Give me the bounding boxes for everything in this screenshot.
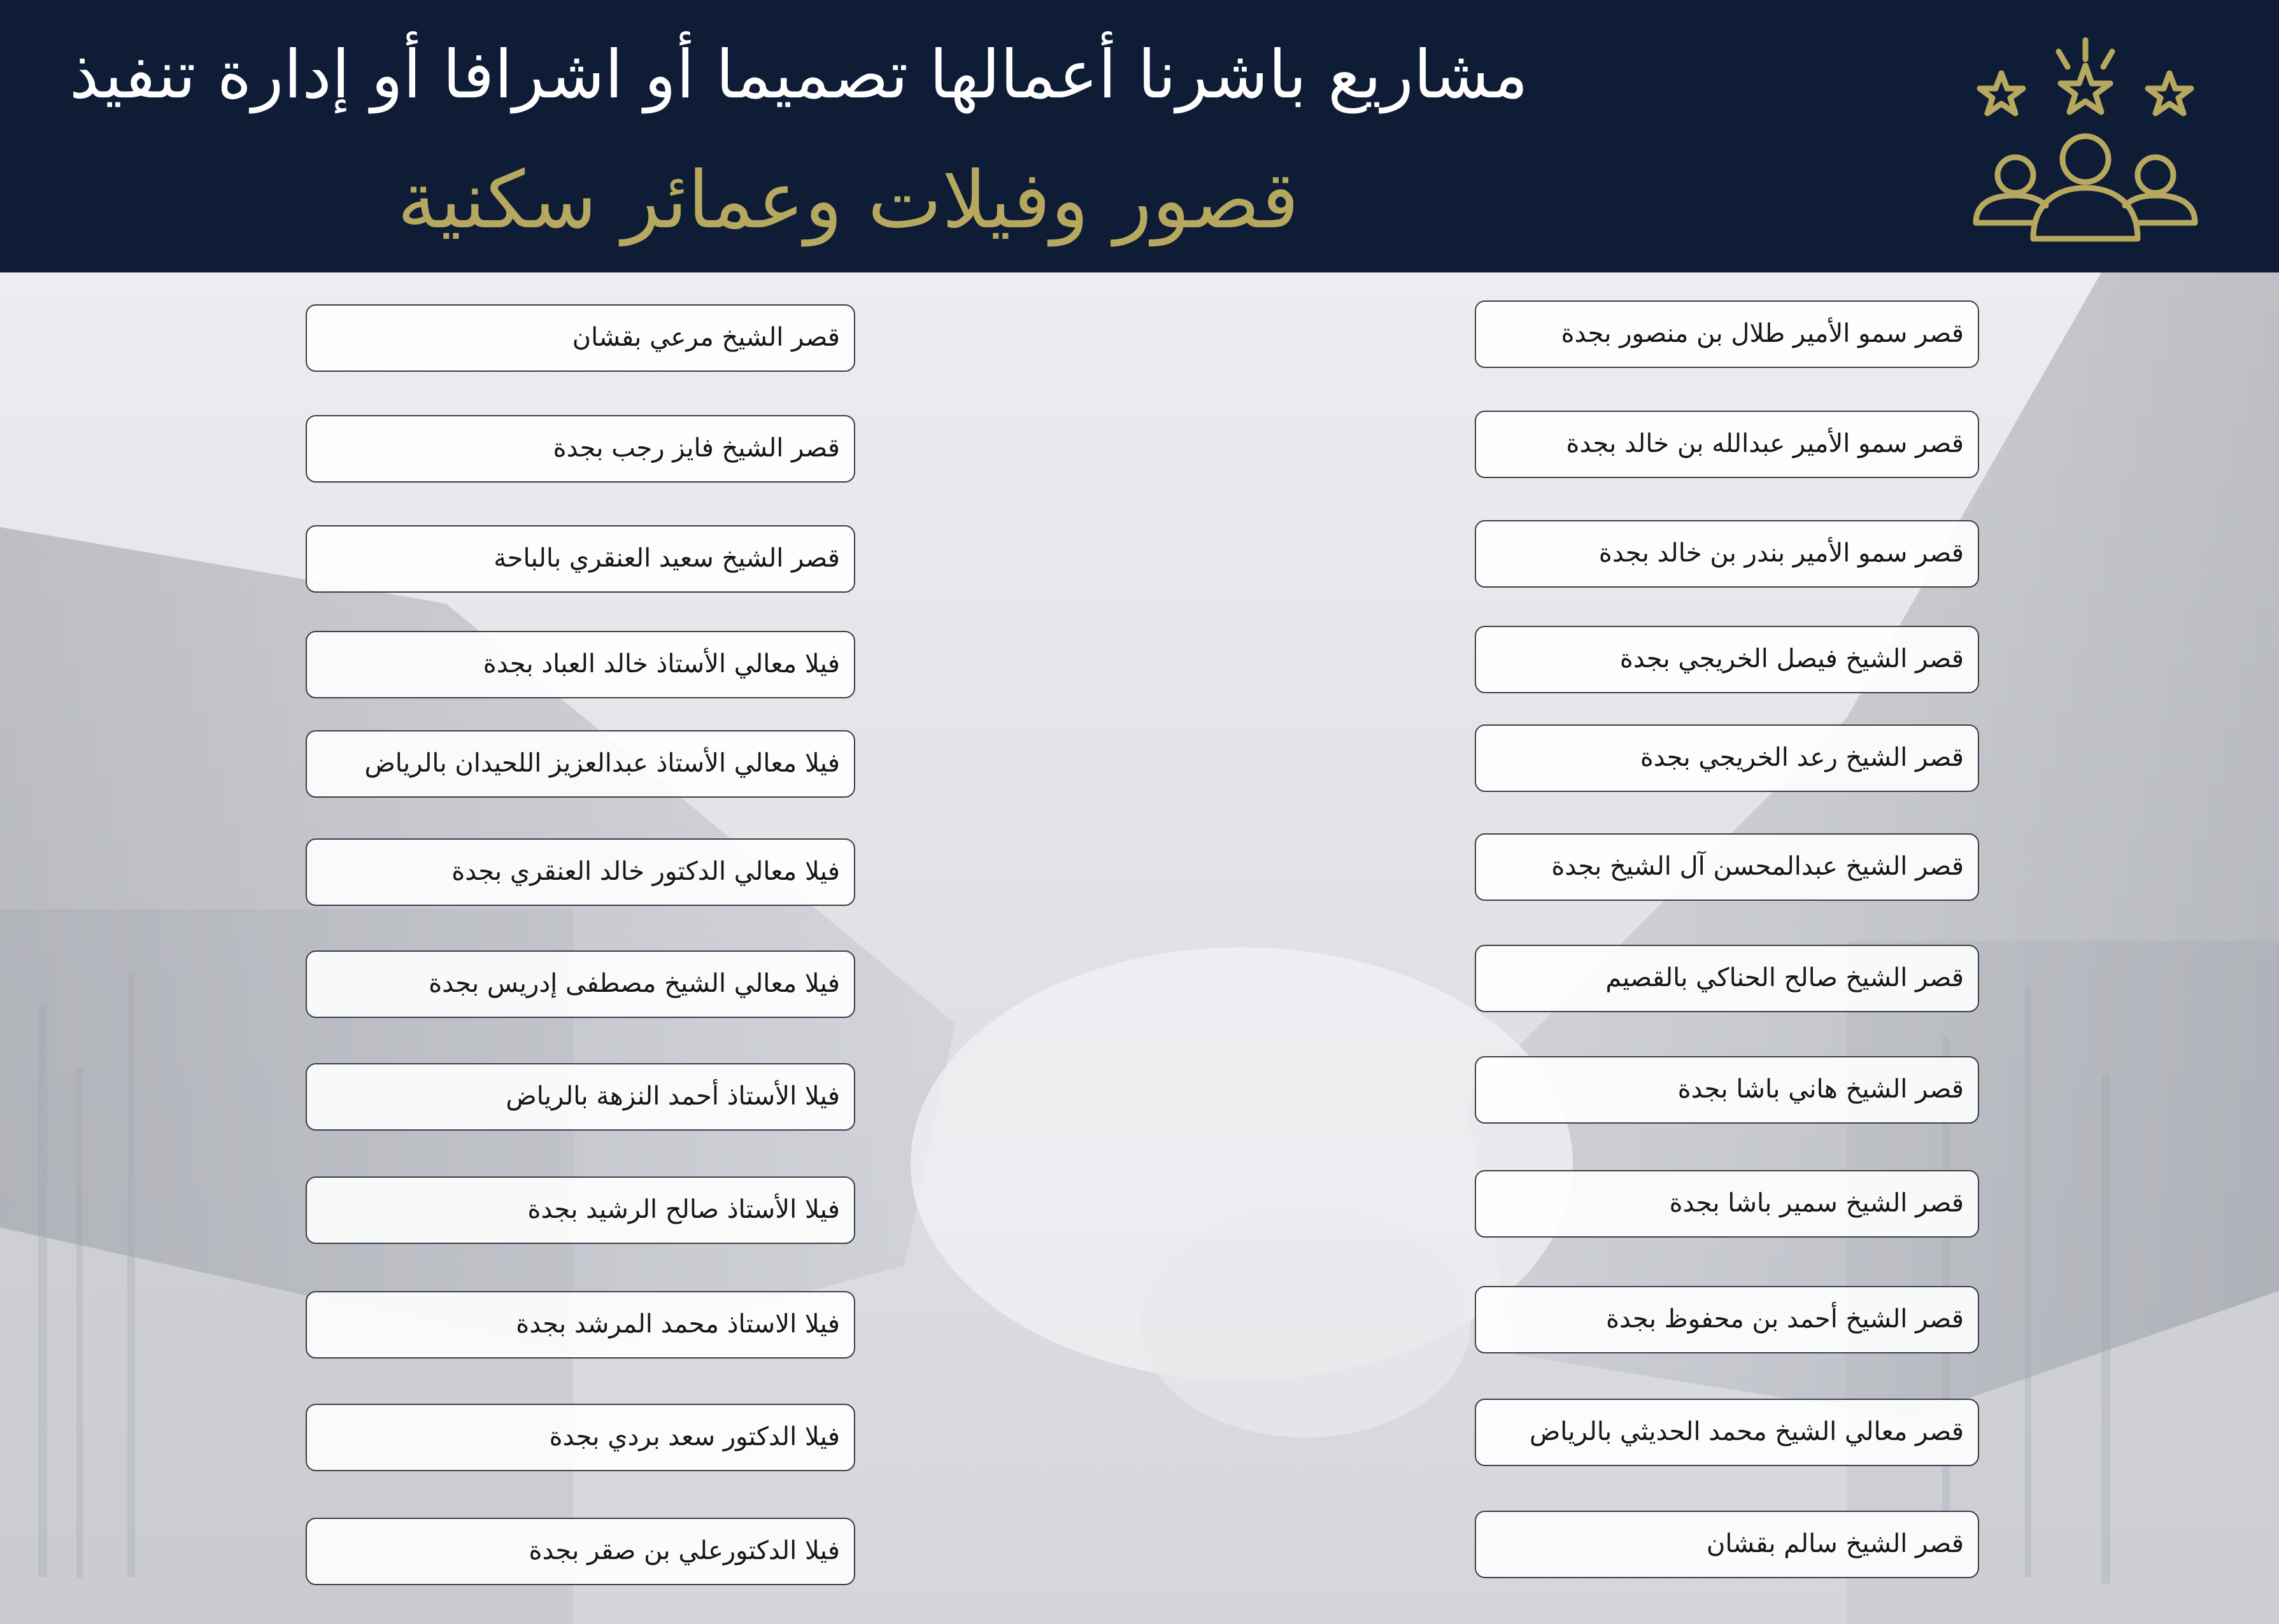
list-item: فيلا الاستاذ محمد المرشد بجدة (306, 1291, 855, 1359)
list-item: فيلا الدكتور سعد بردي بجدة (306, 1404, 855, 1471)
list-item: قصر الشيخ سالم بقشان (1475, 1511, 1979, 1578)
list-item: فيلا الأستاذ أحمد النزهة بالرياض (306, 1063, 855, 1131)
list-item: فيلا معالي الدكتور خالد العنقري بجدة (306, 838, 855, 906)
list-item: فيلا معالي الأستاذ خالد العباد بجدة (306, 631, 855, 698)
list-item: فيلا معالي الأستاذ عبدالعزيز اللحيدان بالرياض (306, 730, 855, 798)
list-item: قصر سمو الأمير بندر بن خالد بجدة (1475, 520, 1979, 588)
list-item: قصر الشيخ مرعي بقشان (306, 304, 855, 372)
list-item: قصر الشيخ صالح الحناكي بالقصيم (1475, 945, 1979, 1012)
list-item: قصر الشيخ فايز رجب بجدة (306, 415, 855, 483)
list-item: فيلا معالي الشيخ مصطفى إدريس بجدة (306, 950, 855, 1018)
page-subtitle: قصور وفيلات وعمائر سكنية (397, 155, 1299, 246)
rating-people-icon (1971, 35, 2200, 245)
list-item: قصر الشيخ فيصل الخريجي بجدة (1475, 626, 1979, 693)
list-item: قصر الشيخ رعد الخريجي بجدة (1475, 724, 1979, 792)
list-item: قصر الشيخ سمير باشا بجدة (1475, 1170, 1979, 1238)
page-title: مشاريع باشرنا أعمالها تصميما أو اشرافا أو إدارة تنفيذ (69, 36, 1528, 113)
list-item: قصر سمو الأمير طلال بن منصور بجدة (1475, 300, 1979, 368)
list-item: قصر الشيخ سعيد العنقري بالباحة (306, 525, 855, 593)
header-banner (0, 0, 2279, 272)
list-item: قصر معالي الشيخ محمد الحديثي بالرياض (1475, 1399, 1979, 1466)
list-item: قصر الشيخ عبدالمحسن آل الشيخ بجدة (1475, 833, 1979, 901)
list-item: فيلا الأستاذ صالح الرشيد بجدة (306, 1176, 855, 1244)
list-item: فيلا الدكتورعلي بن صقر بجدة (306, 1518, 855, 1585)
list-item: قصر الشيخ أحمد بن محفوظ بجدة (1475, 1286, 1979, 1353)
list-item: قصر سمو الأمير عبدالله بن خالد بجدة (1475, 411, 1979, 478)
list-item: قصر الشيخ هاني باشا بجدة (1475, 1056, 1979, 1124)
